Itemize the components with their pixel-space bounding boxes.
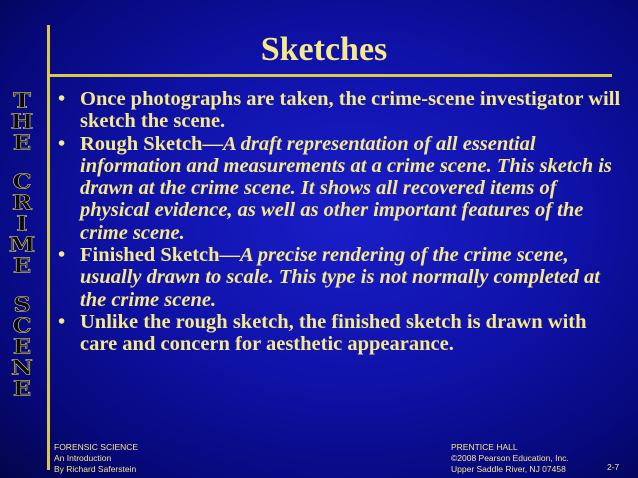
bullet-lead: Unlike the rough sketch, the finished sketch is drawn with care and concern for aesthetic appearance. <box>80 310 587 356</box>
bullet-list <box>56 88 628 356</box>
side-letter: H <box>10 109 34 134</box>
side-letter: I <box>16 211 28 236</box>
bullet-dot: • <box>58 88 66 110</box>
footer-line: Upper Saddle River, NJ 07458 <box>451 464 566 474</box>
footer-line: By Richard Saferstein <box>54 464 137 474</box>
side-letter: N <box>11 355 33 380</box>
bullet-definition: A precise rendering of the crime scene, usually drawn to scale. This type is not normally completed at the crime scene. <box>80 244 600 311</box>
side-banner-the-crime-scene <box>4 90 40 399</box>
bullet-dot: • <box>58 132 66 155</box>
side-letter: C <box>12 169 32 194</box>
bullet-item <box>56 133 628 244</box>
side-letter: T <box>13 88 31 113</box>
title-underline <box>47 74 612 77</box>
footer-book-info <box>54 442 138 475</box>
footer-line: ©2008 Pearson Education, Inc. <box>451 453 569 463</box>
footer-line: FORENSIC SCIENCE <box>54 442 139 452</box>
side-letter: C <box>12 313 32 338</box>
bullet-item <box>56 244 628 311</box>
side-letter: S <box>13 292 31 317</box>
bullet-definition: A draft representation of all essential information and measurements at a crime scene. This sketch is drawn at the crime scene. It shows all recovered items of physical evidence, as well as other important features of the crime scene. <box>80 132 612 244</box>
bullet-lead: Rough Sketch— <box>80 132 223 155</box>
bullet-dot: • <box>58 310 66 333</box>
side-letter: E <box>12 334 32 359</box>
side-letter: E <box>12 376 32 401</box>
bullet-lead: Once photographs are taken, the crime-scene investigator will sketch the scene. <box>80 88 621 133</box>
bullet-item <box>56 311 628 356</box>
side-letter: R <box>12 190 32 215</box>
side-letter: E <box>12 253 32 278</box>
bullet-lead: Finished Sketch— <box>80 244 241 267</box>
side-letter: E <box>12 130 32 155</box>
footer-line: An Introduction <box>54 453 112 463</box>
footer-publisher-info <box>451 442 569 475</box>
vertical-divider <box>47 25 50 470</box>
bullet-item <box>56 88 628 133</box>
slide-title: Sketches <box>260 31 388 68</box>
side-letter: M <box>8 232 36 257</box>
footer-line: PRENTICE HALL <box>451 442 518 452</box>
page-number: 2-7 <box>607 462 620 472</box>
bullet-dot: • <box>58 244 66 267</box>
